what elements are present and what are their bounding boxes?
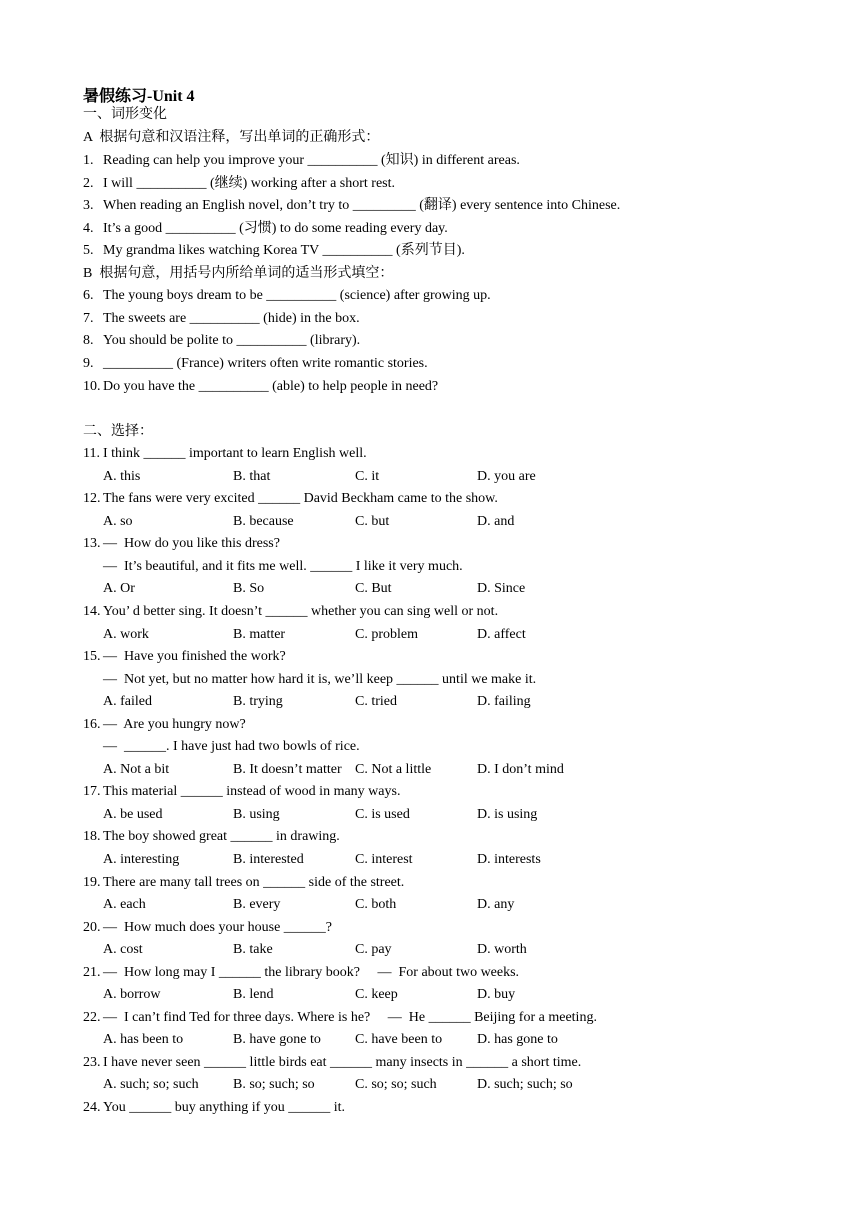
- question-item: 23. I have never seen ______ little birds eat ______ many insects in ______ a short time.: [83, 1055, 582, 1070]
- option-c: C. tried: [355, 694, 397, 709]
- option-a: A. interesting: [103, 852, 180, 867]
- option-c: C. both: [355, 897, 397, 912]
- question-item: 19. There are many tall trees on ______ side of the street.: [83, 875, 405, 890]
- option-a: A. be used: [103, 807, 163, 822]
- question-item: 14. You’ d better sing. It doesn’t ______ whether you can sing well or not.: [83, 604, 499, 619]
- option-b: B. take: [233, 942, 273, 957]
- option-d: D. such; such; so: [477, 1077, 573, 1092]
- option-a: A. failed: [103, 694, 152, 709]
- section1-heading: 一、词形变化: [83, 107, 167, 122]
- option-d: D. has gone to: [477, 1032, 558, 1047]
- option-c: C. But: [355, 581, 392, 596]
- option-d: D. any: [477, 897, 515, 912]
- option-d: D. failing: [477, 694, 531, 709]
- option-b: B. so; such; so: [233, 1077, 315, 1092]
- question-item: 11. I think ______ important to learn English well.: [83, 446, 367, 461]
- question-item: 2. I will __________ (继续) working after a short rest.: [83, 176, 395, 191]
- question-item: 12. The fans were very excited ______ David Beckham came to the show.: [83, 491, 498, 506]
- option-d: D. worth: [477, 942, 527, 957]
- option-a: A. cost: [103, 942, 143, 957]
- question-item: 15. — Have you finished the work?: [83, 649, 286, 664]
- partB-instruction: B 根据句意，用括号内所给单词的适当形式填空：: [83, 266, 394, 281]
- question-item: 5. My grandma likes watching Korea TV __________ (系列节目).: [83, 243, 465, 258]
- option-b: B. So: [233, 581, 265, 596]
- option-d: D. I don’t mind: [477, 762, 564, 777]
- option-a: A. such; so; such: [103, 1077, 199, 1092]
- option-a: A. Not a bit: [103, 762, 170, 777]
- option-a: A. has been to: [103, 1032, 184, 1047]
- option-b: B. interested: [233, 852, 304, 867]
- option-b: B. using: [233, 807, 280, 822]
- question-item: 7. The sweets are __________ (hide) in the box.: [83, 311, 360, 326]
- option-c: C. problem: [355, 627, 418, 642]
- question-item: 4. It’s a good __________ (习惯) to do some reading every day.: [83, 221, 448, 236]
- option-d: D. you are: [477, 469, 536, 484]
- question-item: 20. — How much does your house ______?: [83, 920, 333, 935]
- question-item: 1. Reading can help you improve your __________ (知识) in different areas.: [83, 153, 520, 168]
- option-b: B. every: [233, 897, 281, 912]
- option-b: B. that: [233, 469, 271, 484]
- option-d: D. Since: [477, 581, 526, 596]
- option-b: B. lend: [233, 987, 274, 1002]
- option-b: B. trying: [233, 694, 283, 709]
- option-a: A. work: [103, 627, 149, 642]
- option-c: C. it: [355, 469, 380, 484]
- question-line: — Not yet, but no matter how hard it is, we’ll keep ______ until we make it.: [103, 672, 537, 687]
- question-item: 22. — I can’t find Ted for three days. Where is he? — He ______ Beijing for a meeting.: [83, 1010, 597, 1025]
- option-c: C. is used: [355, 807, 410, 822]
- question-item: 6. The young boys dream to be __________ (science) after growing up.: [83, 288, 491, 303]
- option-a: A. Or: [103, 581, 135, 596]
- option-d: D. and: [477, 514, 515, 529]
- option-c: C. interest: [355, 852, 413, 867]
- option-d: D. interests: [477, 852, 541, 867]
- page-title: 暑假练习-Unit 4: [83, 88, 195, 105]
- question-item: 9. __________ (France) writers often write romantic stories.: [83, 356, 428, 371]
- question-item: 13. — How do you like this dress?: [83, 536, 280, 551]
- partA-instruction: A 根据句意和汉语注释，写出单词的正确形式：: [83, 130, 380, 145]
- question-item: 16. — Are you hungry now?: [83, 717, 246, 732]
- question-line: — It’s beautiful, and it fits me well. ______ I like it very much.: [103, 559, 463, 574]
- option-a: A. each: [103, 897, 146, 912]
- option-d: D. is using: [477, 807, 538, 822]
- option-b: B. It doesn’t matter: [233, 762, 342, 777]
- question-item: 3. When reading an English novel, don’t try to _________ (翻译) every sentence into Chinese.: [83, 198, 621, 213]
- question-item: 8. You should be polite to __________ (library).: [83, 333, 361, 348]
- option-c: C. but: [355, 514, 390, 529]
- question-item: 18. The boy showed great ______ in drawing.: [83, 829, 340, 844]
- option-c: C. Not a little: [355, 762, 432, 777]
- option-a: A. this: [103, 469, 141, 484]
- question-item: 21. — How long may I ______ the library book? — For about two weeks.: [83, 965, 520, 980]
- option-c: C. pay: [355, 942, 392, 957]
- option-b: B. matter: [233, 627, 286, 642]
- option-d: D. buy: [477, 987, 516, 1002]
- option-a: A. borrow: [103, 987, 161, 1002]
- question-line: — ______. I have just had two bowls of rice.: [103, 739, 360, 754]
- option-c: C. keep: [355, 987, 398, 1002]
- option-a: A. so: [103, 514, 133, 529]
- option-d: D. affect: [477, 627, 526, 642]
- section2-heading: 二、选择：: [83, 424, 153, 439]
- option-c: C. so; so; such: [355, 1077, 437, 1092]
- question-item: 24. You ______ buy anything if you ______ it.: [83, 1100, 346, 1115]
- option-c: C. have been to: [355, 1032, 443, 1047]
- option-b: B. have gone to: [233, 1032, 321, 1047]
- question-item: 10. Do you have the __________ (able) to help people in need?: [83, 379, 439, 394]
- option-b: B. because: [233, 514, 294, 529]
- question-item: 17. This material ______ instead of wood in many ways.: [83, 784, 401, 799]
